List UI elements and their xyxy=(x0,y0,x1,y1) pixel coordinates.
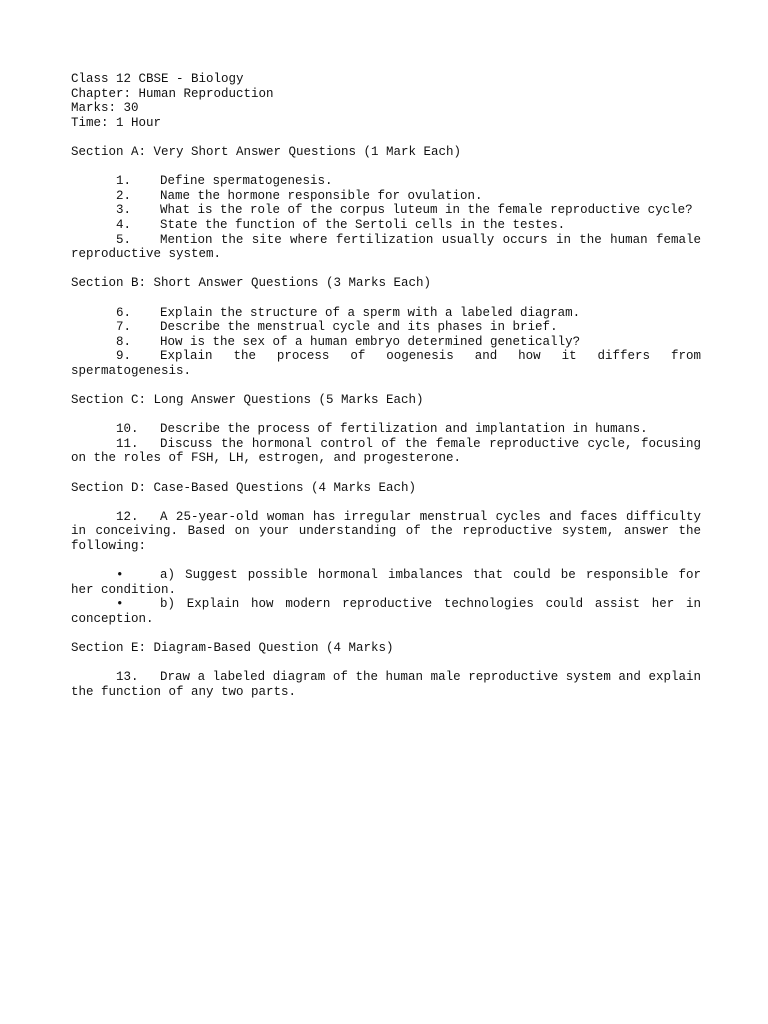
question-1 xyxy=(71,174,701,189)
bullet-mark: • xyxy=(71,568,124,583)
question-12 xyxy=(71,510,701,554)
question-text: Explain the structure of a sperm with a labeled diagram. xyxy=(160,305,581,320)
question-9 xyxy=(71,349,701,378)
time-line: Time: 1 Hour xyxy=(71,115,162,130)
question-11 xyxy=(71,437,701,466)
question-number: 10. xyxy=(71,422,139,437)
question-6 xyxy=(71,306,701,321)
question-number: 4. xyxy=(71,217,132,232)
question-text: Explain the process of oogenesis and how it differs from spermatogenesis. xyxy=(71,349,701,378)
question-10 xyxy=(71,422,701,437)
question-text: Define spermatogenesis. xyxy=(160,174,333,189)
section-c-title: Section C: Long Answer Questions (5 Marks Each) xyxy=(71,393,424,408)
question-text: Mention the site where fertilization usually occurs in the human female reproductive system. xyxy=(71,232,701,262)
question-number: 5. xyxy=(71,232,132,247)
question-text: Describe the menstrual cycle and its phases in brief. xyxy=(160,320,558,335)
bullet-b xyxy=(71,597,701,626)
question-number: 3. xyxy=(71,203,132,218)
question-number: 1. xyxy=(71,174,132,189)
question-text: Discuss the hormonal control of the female reproductive cycle, focusing on the roles of FSH, LH, estrogen, and progesterone. xyxy=(71,436,701,466)
bullet-mark: • xyxy=(71,597,124,612)
question-number: 12. xyxy=(71,509,139,524)
question-text: Describe the process of fertilization and implantation in humans. xyxy=(160,422,648,437)
question-13 xyxy=(71,670,701,699)
question-text: Draw a labeled diagram of the human male reproductive system and explain the function of any two parts. xyxy=(71,670,701,699)
bullet-a xyxy=(71,568,701,597)
class-title: Class 12 CBSE - Biology xyxy=(71,72,244,86)
question-5 xyxy=(71,233,701,262)
question-7 xyxy=(71,320,701,335)
section-e-title: Section E: Diagram-Based Question (4 Marks) xyxy=(71,641,394,656)
section-d-title: Section D: Case-Based Questions (4 Marks Each) xyxy=(71,480,417,495)
question-text: State the function of the Sertoli cells in the testes. xyxy=(160,217,566,232)
question-text: How is the sex of a human embryo determined genetically? xyxy=(160,334,581,349)
question-number: 9. xyxy=(71,349,132,364)
question-number: 7. xyxy=(71,320,132,335)
bullet-text: a) Suggest possible hormonal imbalances that could be responsible for her condition. xyxy=(71,568,701,597)
question-8 xyxy=(71,335,701,350)
marks-line: Marks: 30 xyxy=(71,101,139,116)
question-text: A 25-year-old woman has irregular menstrual cycles and faces difficulty in conceiving. Based on your understanding of the reproductive system, answer the following: xyxy=(71,509,701,553)
question-number: 8. xyxy=(71,334,132,349)
bullet-text: b) Explain how modern reproductive technologies could assist her in conception. xyxy=(71,597,701,626)
question-4 xyxy=(71,218,701,233)
section-b-title: Section B: Short Answer Questions (3 Marks Each) xyxy=(71,276,432,291)
question-number: 6. xyxy=(71,305,132,320)
question-3 xyxy=(71,203,701,218)
question-2 xyxy=(71,189,701,204)
question-text: What is the role of the corpus luteum in the female reproductive cycle? xyxy=(160,203,693,218)
section-a-title: Section A: Very Short Answer Questions (1 Mark Each) xyxy=(71,144,462,159)
question-number: 11. xyxy=(71,436,139,451)
chapter-title: Chapter: Human Reproduction xyxy=(71,86,274,101)
question-number: 13. xyxy=(71,670,139,685)
question-paper xyxy=(71,72,701,700)
question-number: 2. xyxy=(71,188,132,203)
question-text: Name the hormone responsible for ovulation. xyxy=(160,188,483,203)
